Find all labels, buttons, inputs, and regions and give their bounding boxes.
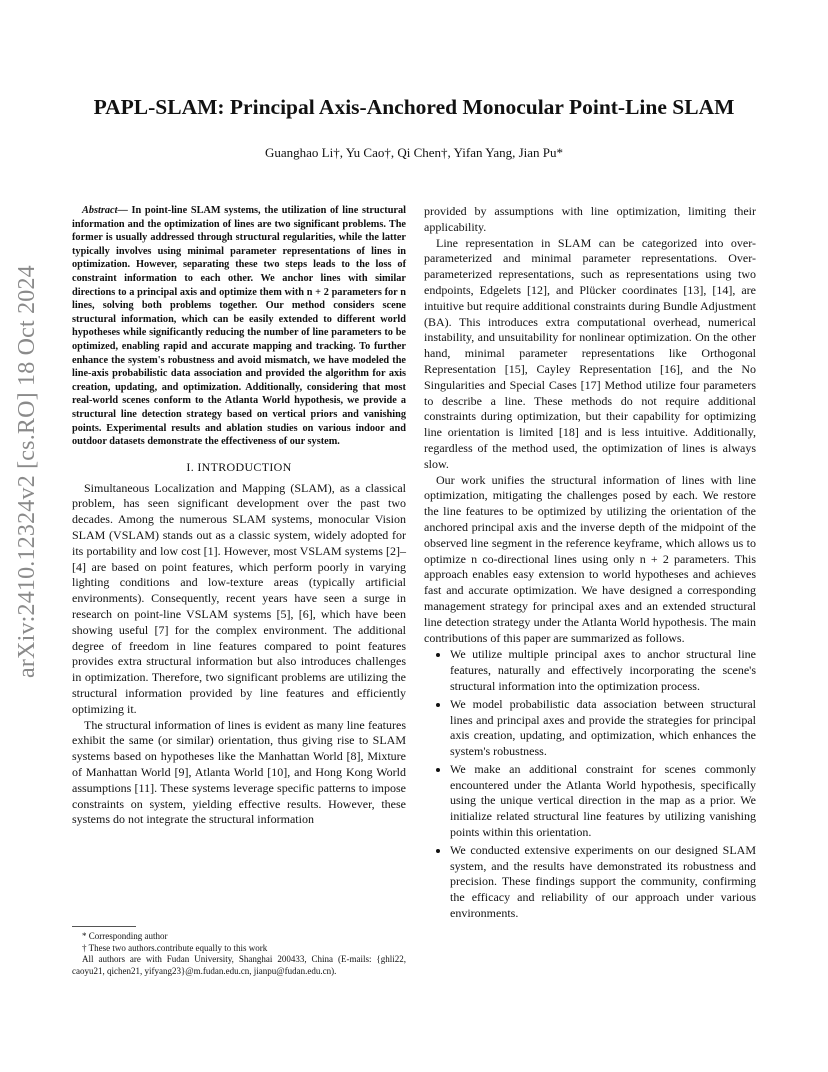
- body-paragraph: Our work unifies the structural information of lines with line optimization, mitigating the challenges posed by each. We restore the line features to be optimized by utilizing the orientation of the anchored principal axis and the inverse depth of the midpoint of the observed line segment in the reference keyframe, which allows us to optimize n co-directional lines using only n + 2 parameters. This approach enables easy extension to world hypotheses and achieves fast and accurate optimization. We have designed a corresponding management strategy for principal axes and an extended structural line detection strategy under the Atlanta World hypothesis. The main contributions of this paper are summarized as follows.: [424, 472, 756, 645]
- list-item: • We conducted extensive experiments on our designed SLAM system, and the results have demonstrated its robustness and precision. These findings support the community, confirming the efficacy and reliability of our approach under various environments.: [450, 843, 756, 922]
- footnote-affiliation: All authors are with Fudan University, Shanghai 200433, China (E-mails: {ghli22, caoyu21, qichen21, yifyang23}@m.fudan.edu.cn, jianpu@fudan.edu.cn).: [72, 954, 406, 976]
- footnote-corresponding: * Corresponding author: [82, 931, 168, 941]
- arxiv-identifier-stamp: arXiv:2410.12324v2 [cs.RO] 18 Oct 2024: [14, 265, 40, 678]
- continued-paragraph: provided by assumptions with line optimization, limiting their applicability.: [424, 204, 756, 234]
- intro-paragraph: Simultaneous Localization and Mapping (SLAM), as a classical problem, has seen significant development over the past two decades. Among the numerous SLAM systems, monocular Vision SLAM (VSLAM) stands out as a classic system, widely adopted for its portability and low cost [1]. However, most VSLAM systems [2]–[4] are based on point features, which perform poorly in varying lighting conditions and low-texture areas (typically artificial environments). Consequently, recent years have seen a surge in research on point-line VSLAM systems [5], [6], which have been showing useful [7] for the complex environment. The additional degree of freedom in line features compared to point features provides extra structural information but also introduces challenges in optimization. Therefore, two significant problems are utilizing the structural information provided by line features and efficiently optimizing it.: [72, 480, 406, 716]
- footnote-divider: [72, 926, 136, 927]
- footnotes: [72, 931, 406, 977]
- right-column: [424, 204, 756, 924]
- list-item: • We make an additional constraint for scenes commonly encountered under the Atlanta World hypothesis, specifically using the unique vertical direction in the map as a prior. We initialize related structural line features by utilizing vanishing points within this orientation.: [450, 762, 756, 841]
- contributions-list: [424, 647, 756, 922]
- paper-title: PAPL-SLAM: Principal Axis-Anchored Monocular Point-Line SLAM: [93, 95, 735, 119]
- abstract: [72, 204, 406, 449]
- abstract-text: — In point-line SLAM systems, the utilization of line structural information and the optimization of lines are two significant problems. The former is usually addressed through structural regularities, while the latter typically involves using minimal parameter representations of lines in optimization. However, separating these two steps leads to the loss of constraint information to each other. We anchor lines with similar directions to a principal axis and optimize them with n + 2 parameters for n lines, solving both problems together. Our method considers scene structural information, which can be easily extended to different world hypotheses while significantly reducing the number of line parameters to be optimized, enabling rapid and accurate mapping and tracking. To further enhance the system's robustness and avoid mismatch, we have modeled the line-axis probabilistic data association and provided the algorithm for axis creation, updating, and optimization. Additionally, considering that most real-world scenes conform to the Atlanta World hypothesis, we provide a structural line detection strategy based on vertical priors and vanishing points. Experimental results and ablation studies on various indoor and outdoor datasets demonstrate the effectiveness of our system.: [72, 205, 406, 448]
- section-heading-introduction: I. INTRODUCTION: [186, 459, 292, 474]
- footnote-equal-contribution: † These two authors.contribute equally to this work: [82, 942, 268, 953]
- body-paragraph: Line representation in SLAM can be categorized into over-parameterized and minimal parameter representations. Over-parameterized representations, such as representations using two endpoints, Edgelets [12], and Plücker coordinates [13], [14], are intuitive but require additional constraints during Bundle Adjustment (BA). This introduces extra computational overhead, numerical instability, and unsuitability for nonlinear optimization. On the other hand, minimal parameter representations like Orthogonal Representation [15], Cayley Representation [16], and the No Singularities and Special Cases [17] Method utilize four parameters to describe a line. These methods do not require additional constraints during optimization, but their capability for optimizing line orientation is limited [18] and is less intuitive. Additionally, regardless of the method used, the optimization of lines is always slow.: [424, 235, 756, 471]
- left-column: [72, 204, 406, 828]
- author-list: Guanghao Li†, Yu Cao†, Qi Chen†, Yifan Yang, Jian Pu*: [264, 145, 564, 160]
- abstract-label: Abstract: [82, 205, 118, 216]
- list-item: • We utilize multiple principal axes to anchor structural line features, naturally and effectively incorporating the scene's structural information into the optimization process.: [450, 647, 756, 694]
- intro-paragraph: The structural information of lines is evident as many line features exhibit the same (or similar) orientation, thus giving rise to SLAM systems based on hypotheses like the Manhattan World [8], Mixture of Manhattan World [9], Atlanta World [10], and Hong Kong World assumptions [11]. These systems leverage specific patterns to impose constraints on system, yielding effective results. However, these systems do not integrate the structural information: [72, 717, 406, 827]
- list-item: • We model probabilistic data association between structural lines and principal axes and provide the strategies for principal axis creation, updating, and optimization, which enhances the system's robustness.: [450, 697, 756, 760]
